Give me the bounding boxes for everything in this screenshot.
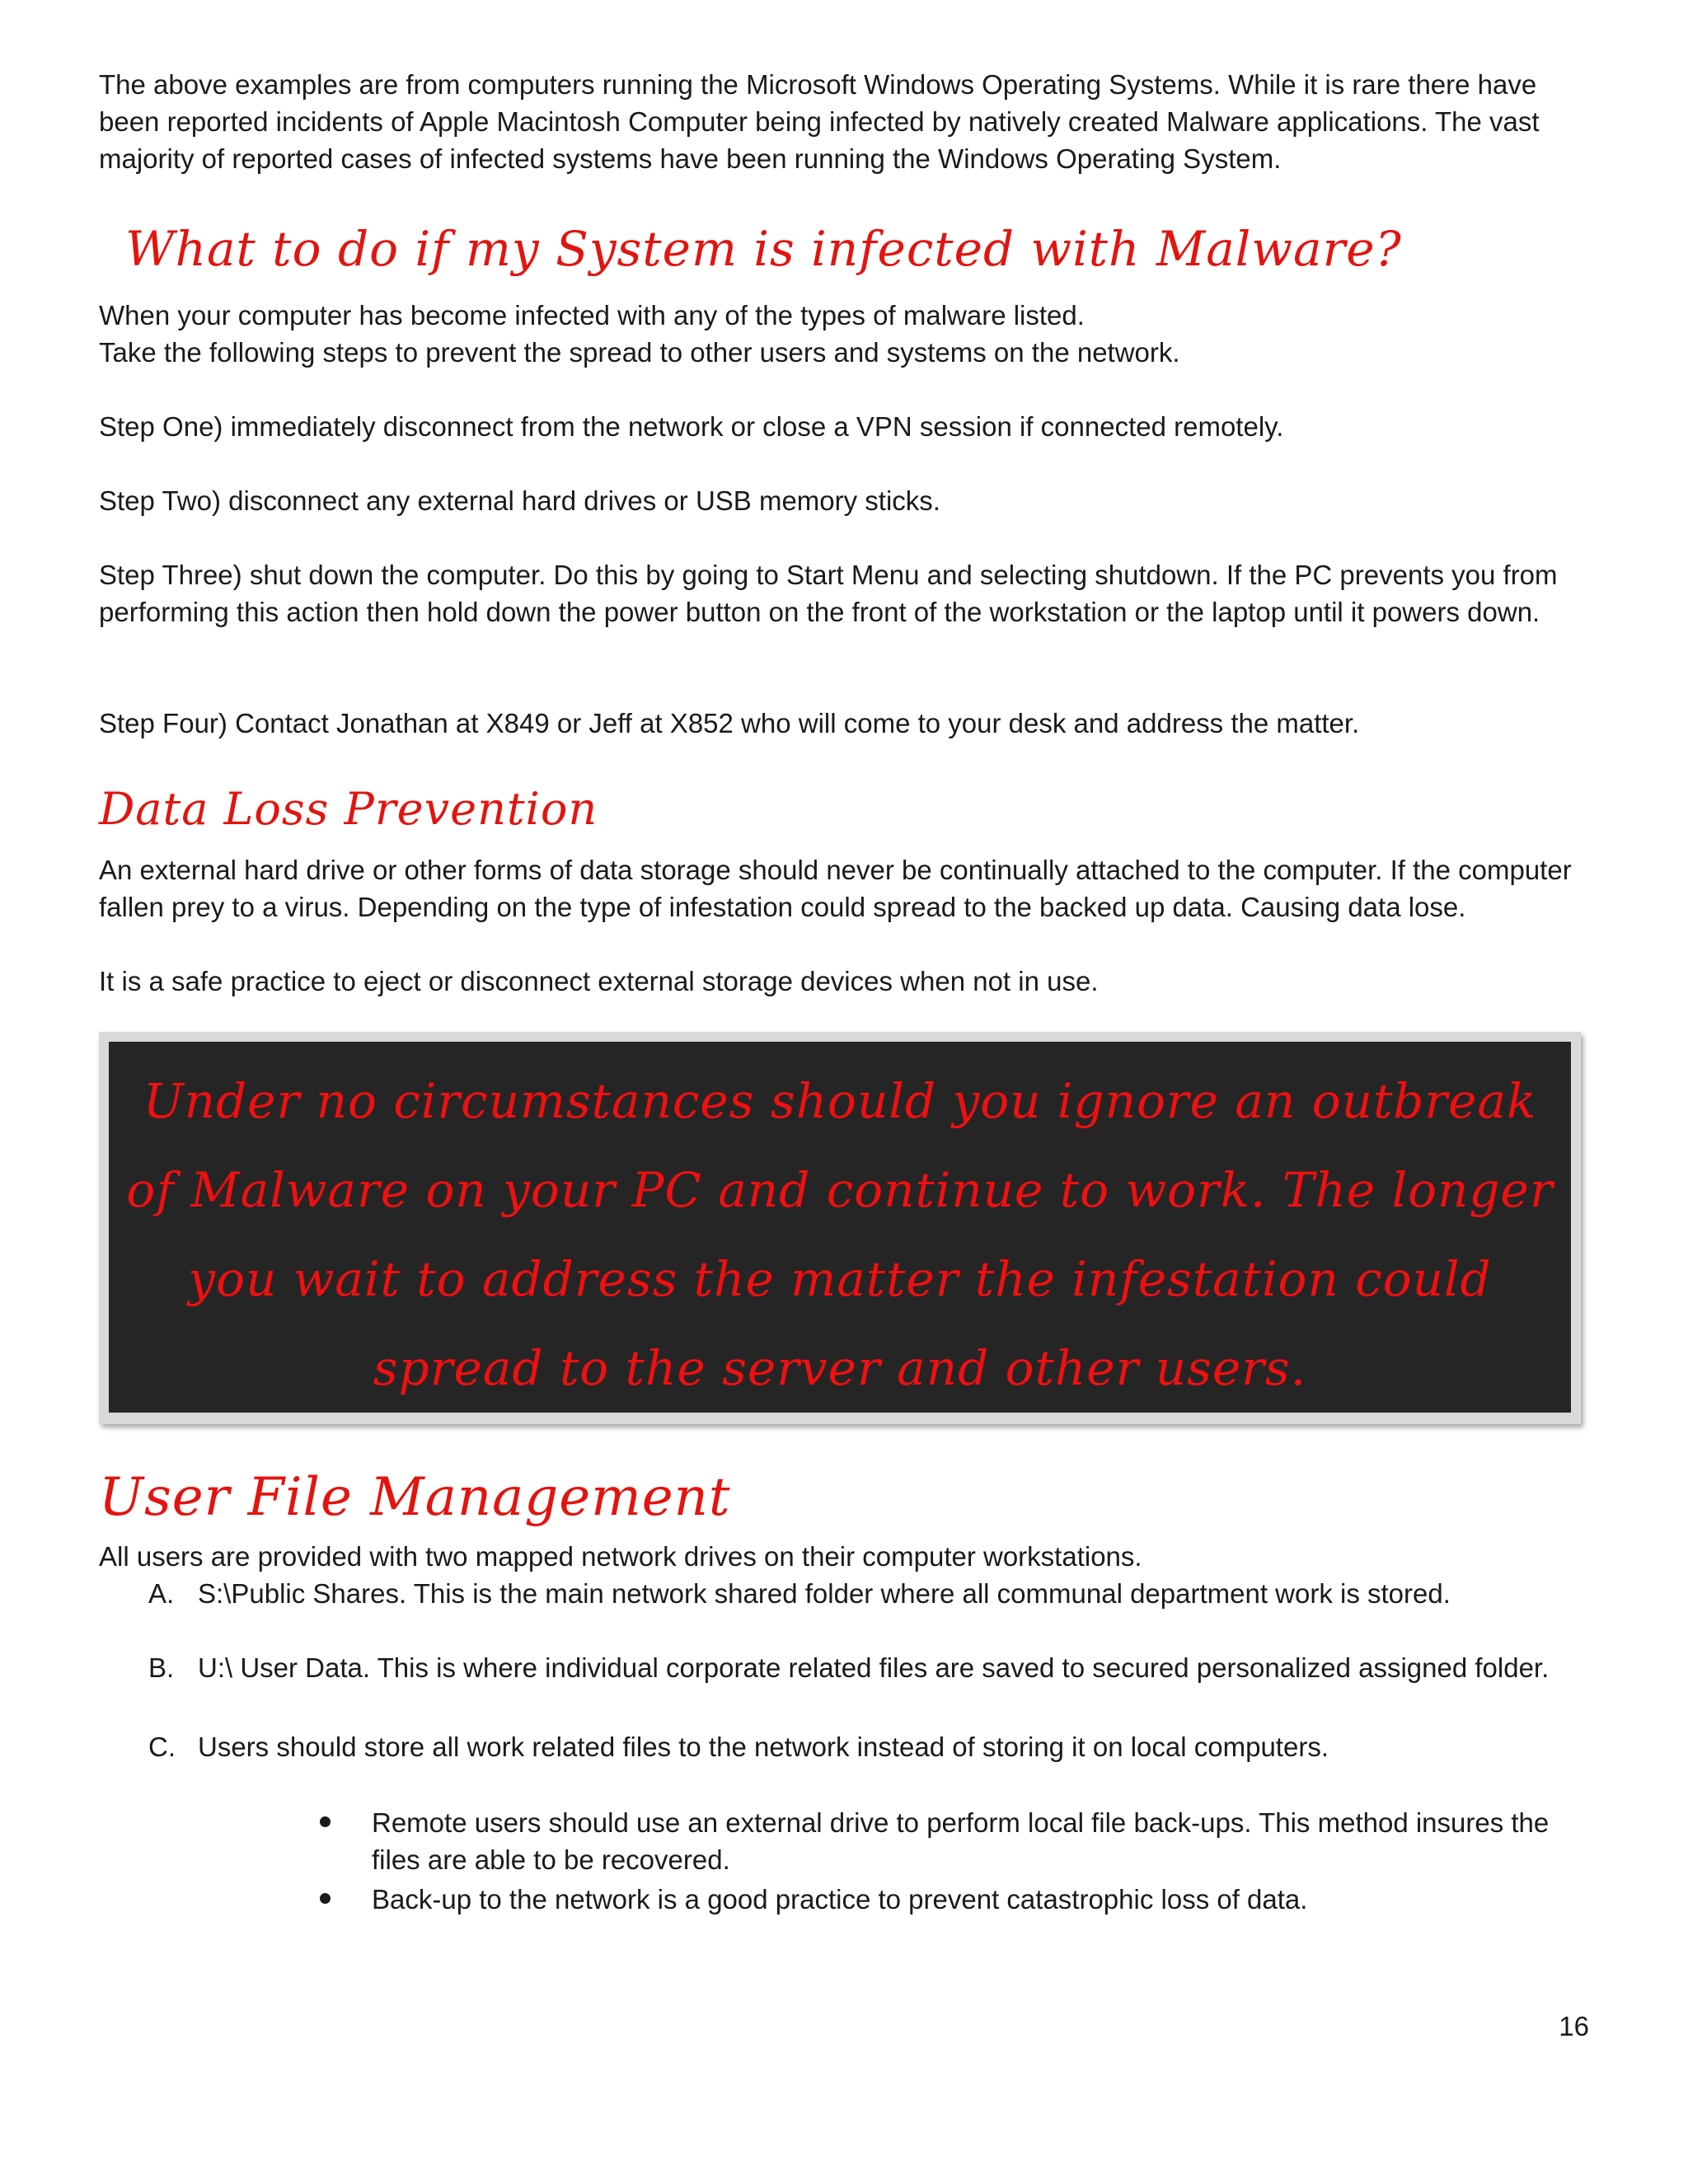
step-three: Step Three) shut down the computer. Do this by going to Start Menu and selecting shutdown. If the PC prevents you from performing this action then hold down the power button on the front of the workstation or the laptop until it powers down. [99,560,1558,627]
list-marker-a: A. [148,1578,175,1609]
list-marker-b: B. [148,1652,175,1683]
list-text-b: U:\ User Data. This is where individual corporate related files are saved to secured personalized assigned folder. [198,1652,1550,1683]
list-text-a: S:\Public Shares. This is the main network shared folder where all communal department work is stored. [198,1578,1451,1609]
bullet-remote-backup: Remote users should use an external drive to perform local file back-ups. This method insures the files are able to be recovered. [372,1807,1550,1875]
warning-callout-panel [109,1042,1571,1413]
warning-callout-text: Under no circumstances should you ignore an outbreak of Malware on your PC and continue to work. The longer you wait to address the matter the infestation could spread to the server and other users. [126,1073,1554,1396]
step-two: Step Two) disconnect any external hard drives or USB memory sticks. [99,485,940,516]
list-item [0,1575,1688,1612]
list-item [0,1649,1688,1686]
bullet-network-backup: Back-up to the network is a good practice to prevent catastrophic loss of data. [372,1884,1308,1915]
list-marker-c: C. [148,1732,176,1762]
infected-intro-line-1: When your computer has become infected with any of the types of malware listed. [99,300,1085,330]
user-file-heading: User File Management [99,1467,731,1528]
data-loss-paragraph-2: It is a safe practice to eject or disconnect external storage devices when not in use. [99,966,1099,996]
list-item [0,1728,1688,1765]
bullet-icon [320,1893,331,1904]
data-loss-heading: Data Loss Prevention [99,783,598,835]
bullet-icon [320,1816,331,1827]
infected-intro-line-2: Take the following steps to prevent the spread to other users and systems on the network. [99,337,1180,368]
intro-paragraph: The above examples are from computers running the Microsoft Windows Operating Systems. While it is rare there have been reported incidents of Apple Macintosh Computer being infected by natively created Malware applications. The vast majority of reported cases of infected systems have been running the Windows Operating System. [99,69,1540,174]
list-text-c: Users should store all work related files to the network instead of storing it on local computers. [198,1732,1329,1762]
warning-callout [99,1032,1581,1424]
data-loss-paragraph-1: An external hard drive or other forms of data storage should never be continually attached to the computer. If the computer fallen prey to a virus. Depending on the type of infestation could spread to the backed up data. Causing data lose. [99,855,1572,922]
user-file-intro: All users are provided with two mapped network drives on their computer workstations. [99,1541,1142,1572]
page-number: 16 [1559,2011,1589,2041]
infected-heading: What to do if my System is infected with Malware? [125,221,1402,277]
step-one: Step One) immediately disconnect from the network or close a VPN session if connected remotely. [99,411,1284,442]
step-four: Step Four) Contact Jonathan at X849 or Jeff at X852 who will come to your desk and address the matter. [99,708,1360,738]
